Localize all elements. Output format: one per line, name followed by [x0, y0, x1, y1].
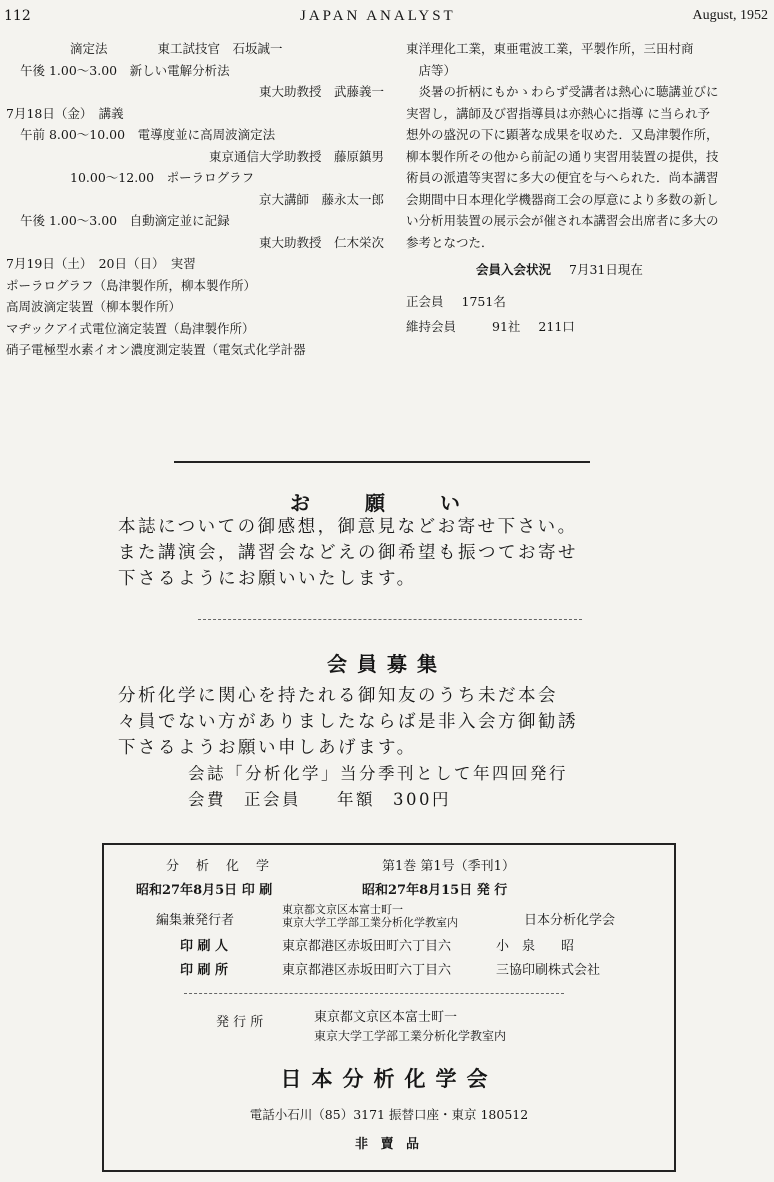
report-line: 会期間中日本理化学機器商工会の厚意により多数の新し	[406, 191, 719, 207]
request-line: 下さるようにお願いいたします。	[118, 569, 417, 589]
dashed-divider	[198, 619, 582, 620]
schedule-line: 午前 8.00～10.00 電導度並に高周波滴定法	[20, 127, 276, 142]
colophon-dashed-divider	[184, 993, 564, 994]
membership-regular: 正会員 1751名	[406, 293, 506, 309]
request-line: また講演会，講習会などえの御希望も振つてお寄せ	[118, 543, 578, 563]
schedule-line: 滴定法 東工試技官 石坂誠一	[70, 41, 283, 56]
report-line: 東洋理化工業，東亜電波工業，平製作所，三田村商	[406, 41, 694, 56]
colophon-editor-name: 日本分析化学会	[524, 913, 616, 928]
schedule-line: 東大助教授 武藤義一	[258, 84, 384, 99]
schedule-line: ポーラログラフ（島津製作所，柳本製作所）	[6, 277, 257, 293]
colophon-society-name: 日本分析化学会	[280, 1066, 498, 1091]
colophon-issued-date: 昭和27年8月15日 発 行	[362, 883, 508, 898]
schedule-line: 東京通信大学助教授 藤原鎮男	[208, 148, 384, 164]
schedule-line: 午後 1.00～3.00 新しい電解分析法	[20, 62, 230, 78]
schedule-line: 午後 1.00～3.00 自動滴定並に記録	[20, 213, 230, 228]
colophon-not-for-sale: 非 賣 品	[354, 1137, 424, 1152]
colophon-phone: 電話小石川（85）3171 振替口座・東京 180512	[249, 1107, 529, 1122]
report-line: 炎暑の折柄にもかゝわらず受講者は熱心に聴講並びに	[406, 84, 719, 99]
schedule-line: 硝子電極型水素イオン濃度測定装置（電気式化学計器	[6, 342, 306, 357]
colophon-printer-name: 小 泉 昭	[496, 939, 575, 954]
report-line: 店等）	[406, 62, 457, 78]
colophon-printer-address: 東京都港区赤坂田町六丁目六	[282, 939, 452, 954]
report-line: 参考となつた．	[406, 234, 494, 250]
recruit-line: 分析化学に関心を持たれる御知友のうち未だ本会	[118, 686, 558, 706]
right-column-report	[406, 38, 774, 338]
schedule-line: 高周波滴定装置（柳本製作所）	[6, 299, 182, 314]
schedule-line: マヂックアイ式電位滴定装置（島津製作所）	[6, 320, 255, 336]
colophon-publisher-label: 発 行 所	[216, 1015, 264, 1030]
schedule-line: 京大講師 藤永太一郎	[258, 191, 384, 207]
colophon-publisher-address: 東京都文京区本富士町一 東京大学工学部工業分析化学教室内	[314, 1010, 507, 1043]
running-header-journal: JAPAN ANALYST	[300, 8, 456, 24]
report-line: 術員の派遣等実習に多大の便宜を与へられた．尚本講習	[406, 170, 719, 185]
left-column-schedule	[6, 38, 396, 361]
request-title: お 願 い	[290, 491, 484, 515]
recruit-line: 下さるようお願い申しあげます。	[118, 738, 417, 758]
colophon-printer-label: 印 刷 人	[180, 939, 229, 954]
recruit-title: 会員募集	[327, 652, 447, 676]
colophon-volume: 第1巻 第1号（季刊1）	[382, 859, 515, 874]
colophon-editor-address: 東京都文京区本富士町一 東京大学工学部工業分析化学教室内	[282, 903, 458, 929]
schedule-line: 10.00～12.00 ポーラログラフ	[70, 170, 255, 185]
recruit-body	[118, 683, 578, 813]
page-number: 112	[4, 8, 31, 24]
request-line: 本誌についての御感想，御意見などお寄せ下さい。	[118, 517, 578, 537]
schedule-line: 東大助教授 仁木栄次	[258, 234, 384, 250]
colophon-printshop-name: 三協印刷株式会社	[496, 963, 601, 978]
colophon-box	[102, 843, 676, 1172]
running-header-date: August, 1952	[692, 8, 768, 23]
recruit-line: 々員でない方がありましたならば是非入会方御勧誘	[118, 712, 578, 732]
colophon-printshop-label: 印 刷 所	[180, 963, 229, 978]
recruit-fee-line: 会費 正会員 年額 300円	[188, 790, 451, 809]
schedule-line: 7月18日（金） 講義	[6, 105, 124, 121]
report-line: い分析用装置の展示会が催され本講習会出席者に多大の	[406, 213, 719, 228]
colophon-printshop-address: 東京都港区赤坂田町六丁目六	[282, 963, 452, 978]
colophon-journal-name: 分 析 化 学	[166, 859, 272, 874]
colophon-printed-date: 昭和27年8月5日 印 刷	[136, 883, 273, 898]
membership-heading: 会員入会状況 7月31日現在	[476, 262, 643, 277]
schedule-line: 7月19日（土） 20日（日） 実習	[6, 256, 196, 271]
report-line: 柳本製作所その他から前記の通り実習用装置の提供，技	[406, 148, 719, 164]
report-line: 想外の盛況の下に顕著な成果を収めた．又島津製作所，	[406, 127, 719, 142]
membership-support: 維持会員 91社 211口	[406, 319, 575, 334]
request-body	[118, 514, 578, 592]
report-line: 実習し，講師及び習指導員は亦熱心に指導 に当られ予	[406, 105, 710, 121]
recruit-journal-line: 会誌「分析化学」当分季刊として年四回発行	[188, 764, 568, 783]
section-divider	[174, 461, 590, 463]
colophon-editor-label: 編集兼発行者	[156, 913, 235, 928]
